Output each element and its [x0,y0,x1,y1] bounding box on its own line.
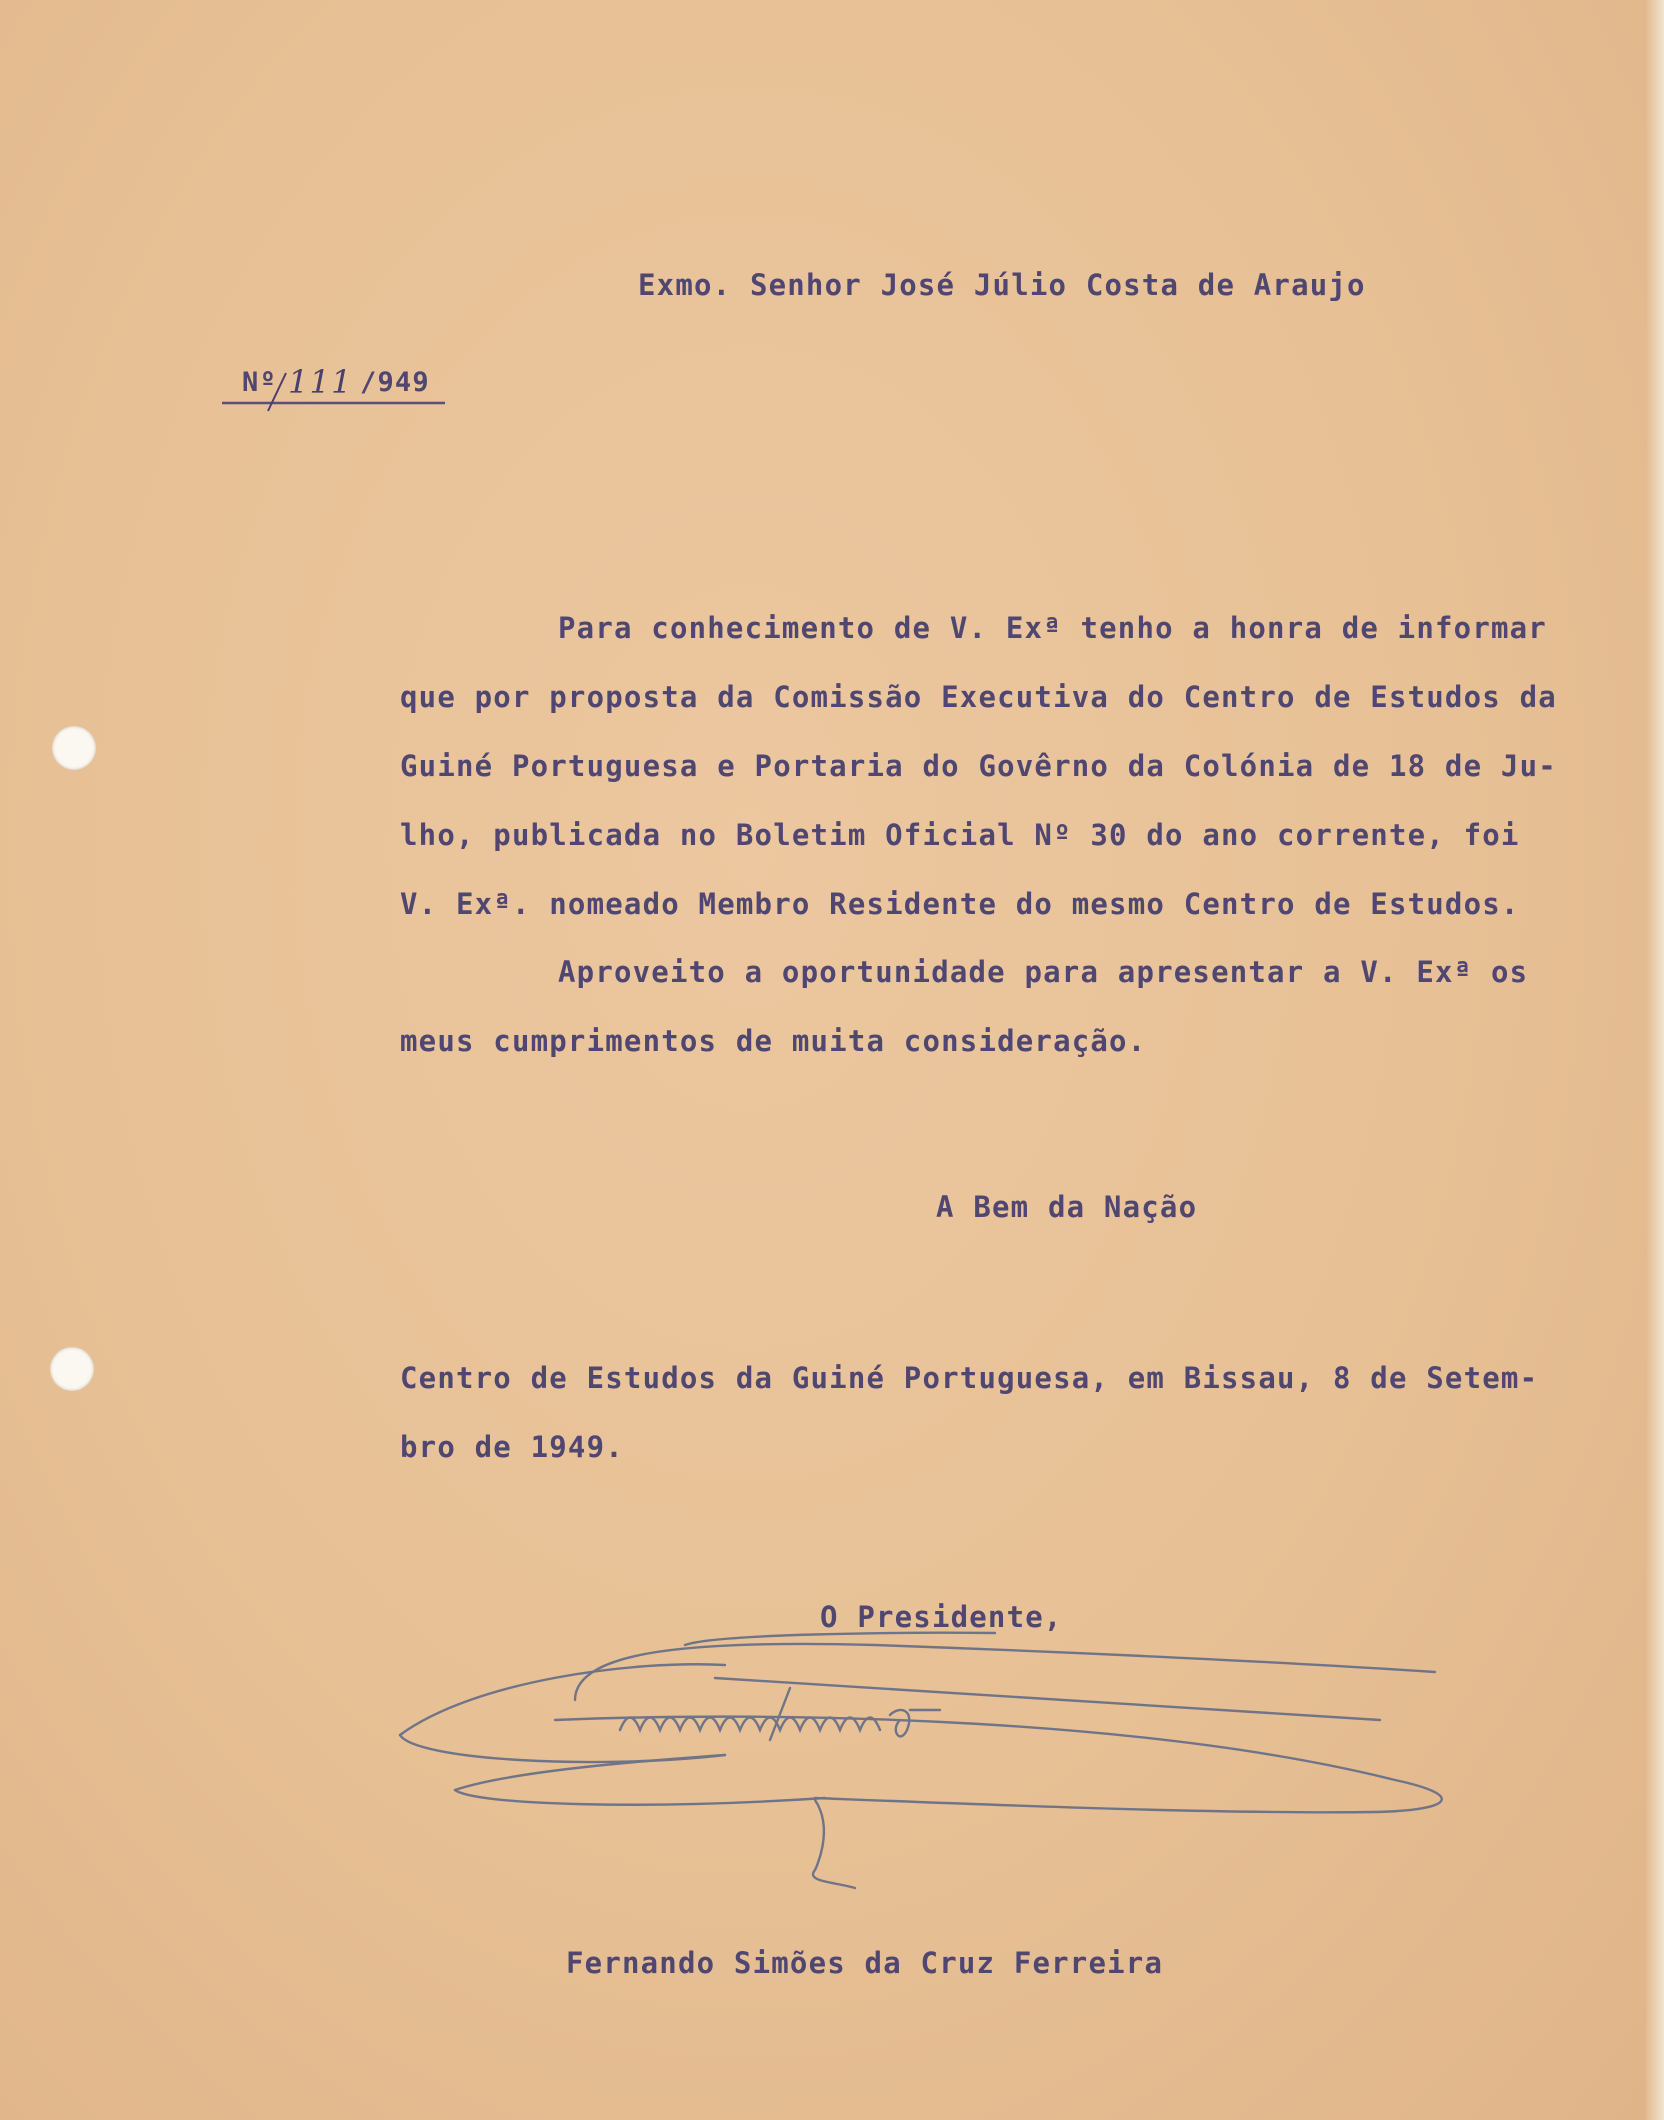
addressee: Exmo. Senhor José Júlio Costa de Araujo [638,268,1366,302]
reference-prefix: Nº [242,367,277,398]
place-date-line: Centro de Estudos da Guiné Portuguesa, em Bissau, 8 de Setem- [400,1361,1539,1395]
paragraph-2-line: Aproveito a oportunidade para apresentar a V. Exª os [558,955,1529,989]
reference-number [220,365,450,415]
place-and-date [400,1344,1538,1482]
punch-hole-bottom [50,1347,94,1391]
paragraph-1-line: Para conhecimento de V. Exª tenho a honra de informar [558,611,1547,645]
handwritten-signature [395,1620,1465,1890]
reference-handwritten-number: 111 [288,363,353,401]
paragraph-2 [400,938,1528,1076]
punch-hole-top [52,726,96,770]
place-date-line: bro de 1949. [400,1430,624,1464]
paragraph-2-line: meus cumprimentos de muita consideração. [400,1024,1147,1058]
paragraph-1-line: Guiné Portuguesa e Portaria do Govêrno da Colónia de 18 de Ju- [400,749,1557,783]
signer-title: O Presidente, [820,1600,1063,1634]
salutation: A Bem da Nação [936,1190,1198,1224]
paper-edge [1646,0,1664,2120]
paragraph-1-line: lho, publicada no Boletim Oficial Nº 30 do ano corrente, foi [400,818,1520,852]
signer-name: Fernando Simões da Cruz Ferreira [566,1946,1164,1980]
paragraph-1 [400,594,1557,939]
reference-year: /949 [360,367,430,398]
paragraph-1-line: V. Exª. nomeado Membro Residente do mesmo Centro de Estudos. [400,887,1520,921]
paragraph-1-line: que por proposta da Comissão Executiva do Centro de Estudos da [400,680,1557,714]
